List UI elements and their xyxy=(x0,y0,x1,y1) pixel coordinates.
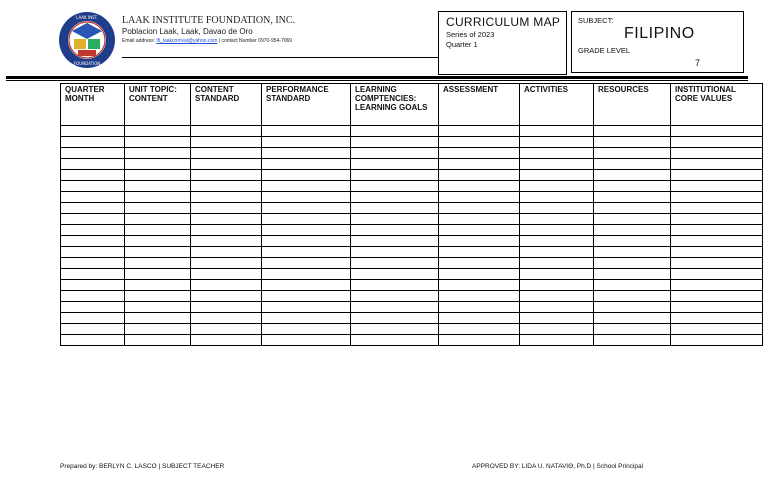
table-cell[interactable] xyxy=(520,280,594,291)
table-cell[interactable] xyxy=(61,170,125,181)
table-row xyxy=(61,313,763,324)
table-cell[interactable] xyxy=(671,247,763,258)
table-cell[interactable] xyxy=(671,236,763,247)
table-row xyxy=(61,214,763,225)
table-cell[interactable] xyxy=(594,214,671,225)
table-cell[interactable] xyxy=(594,302,671,313)
table-cell[interactable] xyxy=(61,225,125,236)
table-cell[interactable] xyxy=(61,247,125,258)
table-cell[interactable] xyxy=(262,203,351,214)
table-cell[interactable] xyxy=(125,203,191,214)
table-cell[interactable] xyxy=(594,192,671,203)
table-cell[interactable] xyxy=(520,159,594,170)
table-cell[interactable] xyxy=(61,214,125,225)
column-header: QUARTER MONTH xyxy=(61,84,125,126)
table-cell[interactable] xyxy=(125,192,191,203)
table-cell[interactable] xyxy=(262,269,351,280)
table-header-row xyxy=(61,84,763,126)
table-cell[interactable] xyxy=(520,181,594,192)
table-cell[interactable] xyxy=(671,159,763,170)
table-cell[interactable] xyxy=(61,291,125,302)
table-row xyxy=(61,126,763,137)
table-cell[interactable] xyxy=(125,137,191,148)
header-underline xyxy=(122,57,438,58)
table-cell[interactable] xyxy=(520,236,594,247)
table-cell[interactable] xyxy=(520,126,594,137)
table-cell[interactable] xyxy=(125,159,191,170)
table-row xyxy=(61,159,763,170)
table-cell[interactable] xyxy=(262,181,351,192)
table-cell[interactable] xyxy=(61,192,125,203)
table-cell[interactable] xyxy=(671,170,763,181)
table-cell[interactable] xyxy=(61,258,125,269)
table-cell[interactable] xyxy=(351,269,439,280)
org-name: LAAK INSTITUTE FOUNDATION, INC. xyxy=(122,15,296,26)
table-row xyxy=(61,335,763,346)
org-contact-line xyxy=(122,37,432,45)
table-cell[interactable] xyxy=(61,335,125,346)
grade-level-value: 7 xyxy=(695,58,701,68)
table-cell[interactable] xyxy=(439,159,520,170)
table-cell[interactable] xyxy=(671,258,763,269)
table-row xyxy=(61,324,763,335)
table-cell[interactable] xyxy=(671,302,763,313)
org-header xyxy=(122,15,432,45)
table-cell[interactable] xyxy=(191,291,262,302)
table-cell[interactable] xyxy=(191,203,262,214)
table-cell[interactable] xyxy=(594,126,671,137)
table-cell[interactable] xyxy=(262,302,351,313)
svg-text:LAAK INST.: LAAK INST. xyxy=(76,15,98,20)
table-row xyxy=(61,269,763,280)
table-cell[interactable] xyxy=(520,258,594,269)
table-cell[interactable] xyxy=(351,302,439,313)
table-cell[interactable] xyxy=(61,269,125,280)
table-cell[interactable] xyxy=(61,203,125,214)
table-cell[interactable] xyxy=(351,137,439,148)
table-cell[interactable] xyxy=(125,126,191,137)
table-cell[interactable] xyxy=(594,324,671,335)
table-cell[interactable] xyxy=(594,225,671,236)
table-cell[interactable] xyxy=(520,324,594,335)
table-cell[interactable] xyxy=(671,269,763,280)
table-cell[interactable] xyxy=(61,302,125,313)
table-cell[interactable] xyxy=(191,137,262,148)
table-cell[interactable] xyxy=(439,170,520,181)
table-cell[interactable] xyxy=(262,214,351,225)
table-cell[interactable] xyxy=(351,335,439,346)
table-cell[interactable] xyxy=(439,126,520,137)
table-cell[interactable] xyxy=(125,335,191,346)
contact-number: | contact Number 0970-954-7069 xyxy=(217,38,293,44)
table-row xyxy=(61,258,763,269)
table-cell[interactable] xyxy=(671,192,763,203)
table-cell[interactable] xyxy=(439,247,520,258)
table-cell[interactable] xyxy=(191,159,262,170)
column-header: CONTENT STANDARD xyxy=(191,84,262,126)
prepared-by: Prepared by: BERLYN C. LASCO | SUBJECT TEACHER xyxy=(60,463,225,470)
column-header: RESOURCES xyxy=(594,84,671,126)
table-cell[interactable] xyxy=(191,335,262,346)
table-cell[interactable] xyxy=(61,181,125,192)
table-cell[interactable] xyxy=(191,236,262,247)
table-cell[interactable] xyxy=(439,302,520,313)
table-body xyxy=(61,126,763,346)
table-cell[interactable] xyxy=(125,225,191,236)
table-cell[interactable] xyxy=(125,302,191,313)
table-cell[interactable] xyxy=(262,225,351,236)
table-cell[interactable] xyxy=(520,170,594,181)
column-header: LEARNING COMPTENCIES: LEARNING GOALS xyxy=(351,84,439,126)
curriculum-map-title: CURRICULUM MAP xyxy=(446,15,561,29)
column-header: PERFORMANCE STANDARD xyxy=(262,84,351,126)
email-link[interactable]: lfi_laakcomvai@yahoo.com xyxy=(156,38,218,44)
table-cell[interactable] xyxy=(594,313,671,324)
table-cell[interactable] xyxy=(520,214,594,225)
subject-label: SUBJECT: xyxy=(578,16,614,25)
table-cell[interactable] xyxy=(594,137,671,148)
table-cell[interactable] xyxy=(191,126,262,137)
table-cell[interactable] xyxy=(125,258,191,269)
table-cell[interactable] xyxy=(61,236,125,247)
table-cell[interactable] xyxy=(125,269,191,280)
subject-value: FILIPINO xyxy=(624,25,695,42)
table-cell[interactable] xyxy=(351,181,439,192)
table-cell[interactable] xyxy=(191,170,262,181)
table-cell[interactable] xyxy=(520,192,594,203)
table-cell[interactable] xyxy=(439,203,520,214)
table-cell[interactable] xyxy=(61,137,125,148)
table-cell[interactable] xyxy=(520,148,594,159)
table-cell[interactable] xyxy=(262,159,351,170)
table-cell[interactable] xyxy=(125,247,191,258)
table-cell[interactable] xyxy=(594,170,671,181)
table-row xyxy=(61,302,763,313)
table-cell[interactable] xyxy=(351,291,439,302)
table-cell[interactable] xyxy=(671,214,763,225)
table-cell[interactable] xyxy=(191,269,262,280)
table-cell[interactable] xyxy=(351,258,439,269)
header-divider-thick xyxy=(6,76,748,79)
quarter-text: Quarter 1 xyxy=(446,40,478,49)
table-cell[interactable] xyxy=(671,335,763,346)
table-cell[interactable] xyxy=(439,313,520,324)
table-cell[interactable] xyxy=(262,313,351,324)
table-cell[interactable] xyxy=(262,280,351,291)
table-cell[interactable] xyxy=(520,225,594,236)
table-cell[interactable] xyxy=(262,137,351,148)
table-cell[interactable] xyxy=(351,192,439,203)
table-cell[interactable] xyxy=(594,236,671,247)
school-seal-icon xyxy=(58,11,116,69)
table-cell[interactable] xyxy=(351,225,439,236)
table-cell[interactable] xyxy=(351,159,439,170)
subject-box xyxy=(571,11,744,73)
table-cell[interactable] xyxy=(671,291,763,302)
table-cell[interactable] xyxy=(191,192,262,203)
table-cell[interactable] xyxy=(125,324,191,335)
table-cell[interactable] xyxy=(594,247,671,258)
column-header: ACTIVITIES xyxy=(520,84,594,126)
table-cell[interactable] xyxy=(262,258,351,269)
table-cell[interactable] xyxy=(439,148,520,159)
table-cell[interactable] xyxy=(351,236,439,247)
table-cell[interactable] xyxy=(594,181,671,192)
table-row xyxy=(61,192,763,203)
table-cell[interactable] xyxy=(671,148,763,159)
table-cell[interactable] xyxy=(520,247,594,258)
table-cell[interactable] xyxy=(594,269,671,280)
table-cell[interactable] xyxy=(594,291,671,302)
table-row xyxy=(61,203,763,214)
table-cell[interactable] xyxy=(262,247,351,258)
table-cell[interactable] xyxy=(439,236,520,247)
table-row xyxy=(61,291,763,302)
table-row xyxy=(61,225,763,236)
table-cell[interactable] xyxy=(191,302,262,313)
table-cell[interactable] xyxy=(439,137,520,148)
table-row xyxy=(61,148,763,159)
column-header: UNIT TOPIC: CONTENT xyxy=(125,84,191,126)
table-cell[interactable] xyxy=(439,335,520,346)
org-address: Poblacion Laak, Laak, Davao de Oro xyxy=(122,27,253,36)
table-cell[interactable] xyxy=(439,225,520,236)
table-cell[interactable] xyxy=(191,313,262,324)
table-cell[interactable] xyxy=(439,324,520,335)
table-cell[interactable] xyxy=(351,247,439,258)
svg-text:FOUNDATION: FOUNDATION xyxy=(73,61,101,66)
curriculum-map-table xyxy=(60,83,763,346)
table-cell[interactable] xyxy=(671,203,763,214)
table-cell[interactable] xyxy=(262,291,351,302)
table-cell[interactable] xyxy=(520,137,594,148)
table-cell[interactable] xyxy=(439,291,520,302)
table-cell[interactable] xyxy=(520,302,594,313)
table-cell[interactable] xyxy=(594,159,671,170)
table-cell[interactable] xyxy=(262,324,351,335)
table-cell[interactable] xyxy=(671,280,763,291)
column-header: ASSESSMENT xyxy=(439,84,520,126)
table-cell[interactable] xyxy=(262,335,351,346)
table-cell[interactable] xyxy=(351,126,439,137)
email-label: Email address: xyxy=(122,38,157,44)
table-cell[interactable] xyxy=(61,148,125,159)
table-cell[interactable] xyxy=(671,225,763,236)
table-cell[interactable] xyxy=(125,170,191,181)
table-cell[interactable] xyxy=(351,170,439,181)
table-row xyxy=(61,137,763,148)
table-row xyxy=(61,247,763,258)
table-cell[interactable] xyxy=(262,148,351,159)
table-cell[interactable] xyxy=(351,203,439,214)
table-cell[interactable] xyxy=(671,324,763,335)
table-cell[interactable] xyxy=(125,214,191,225)
table-cell[interactable] xyxy=(671,126,763,137)
table-cell[interactable] xyxy=(594,203,671,214)
table-cell[interactable] xyxy=(125,148,191,159)
table-cell[interactable] xyxy=(191,247,262,258)
table-cell[interactable] xyxy=(351,324,439,335)
table-cell[interactable] xyxy=(191,214,262,225)
table-row xyxy=(61,236,763,247)
approved-by: APPROVED BY: LIDA U. NATAVIΘ, Ph.D | School Principal xyxy=(472,463,644,470)
table-cell[interactable] xyxy=(439,192,520,203)
table-cell[interactable] xyxy=(520,335,594,346)
table-cell[interactable] xyxy=(520,203,594,214)
table-cell[interactable] xyxy=(594,335,671,346)
table-cell[interactable] xyxy=(351,148,439,159)
table-cell[interactable] xyxy=(125,291,191,302)
table-cell[interactable] xyxy=(439,280,520,291)
table-cell[interactable] xyxy=(439,214,520,225)
table-cell[interactable] xyxy=(671,313,763,324)
table-cell[interactable] xyxy=(61,126,125,137)
table-cell[interactable] xyxy=(125,181,191,192)
table-cell[interactable] xyxy=(594,258,671,269)
table-cell[interactable] xyxy=(671,137,763,148)
table-cell[interactable] xyxy=(125,313,191,324)
table-cell[interactable] xyxy=(191,181,262,192)
table-cell[interactable] xyxy=(61,159,125,170)
table-cell[interactable] xyxy=(125,280,191,291)
table-cell[interactable] xyxy=(351,280,439,291)
curriculum-map-box xyxy=(438,11,567,75)
table-cell[interactable] xyxy=(594,148,671,159)
table-cell[interactable] xyxy=(351,214,439,225)
table-cell[interactable] xyxy=(351,313,439,324)
table-cell[interactable] xyxy=(191,280,262,291)
table-cell[interactable] xyxy=(262,126,351,137)
table-cell[interactable] xyxy=(191,148,262,159)
table-cell[interactable] xyxy=(439,258,520,269)
table-cell[interactable] xyxy=(439,181,520,192)
table-cell[interactable] xyxy=(191,258,262,269)
column-header: INSTITUTIONAL CORE VALUES xyxy=(671,84,763,126)
series-text: Series of 2023 xyxy=(446,30,495,39)
table-cell[interactable] xyxy=(191,225,262,236)
table-cell[interactable] xyxy=(439,269,520,280)
table-cell[interactable] xyxy=(262,236,351,247)
table-cell[interactable] xyxy=(61,280,125,291)
table-row xyxy=(61,280,763,291)
table-cell[interactable] xyxy=(520,269,594,280)
grade-level-label: GRADE LEVEL xyxy=(578,46,631,55)
table-cell[interactable] xyxy=(594,280,671,291)
header-divider-thin xyxy=(6,80,748,81)
table-cell[interactable] xyxy=(191,324,262,335)
table-cell[interactable] xyxy=(671,181,763,192)
table-cell[interactable] xyxy=(61,313,125,324)
table-cell[interactable] xyxy=(520,313,594,324)
table-cell[interactable] xyxy=(125,236,191,247)
table-cell[interactable] xyxy=(262,192,351,203)
table-row xyxy=(61,181,763,192)
table-cell[interactable] xyxy=(61,324,125,335)
table-cell[interactable] xyxy=(262,170,351,181)
table-row xyxy=(61,170,763,181)
table-cell[interactable] xyxy=(520,291,594,302)
